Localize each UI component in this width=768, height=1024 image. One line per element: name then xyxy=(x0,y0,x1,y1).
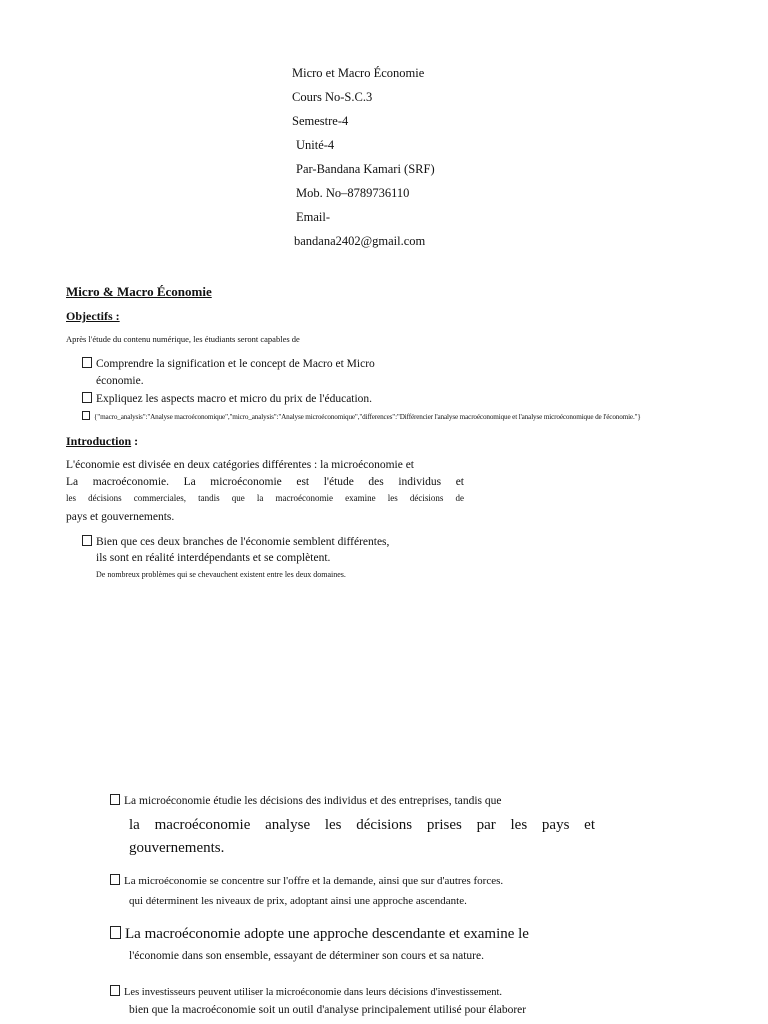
email-address: bandana2402@gmail.com xyxy=(294,234,426,248)
bullet-box-icon xyxy=(82,357,92,368)
semester: Semestre-4 xyxy=(292,114,349,128)
objectives-intro: Après l'étude du contenu numérique, les étudiants seront capables de xyxy=(66,334,300,344)
point-4-cont: bien que la macroéconomie soit un outil d'analyse principalement utilisé pour élaborer xyxy=(129,1004,527,1016)
point-1-cont: gouvernements. xyxy=(129,840,225,856)
objective-item-2 xyxy=(82,392,372,405)
point-3 xyxy=(110,926,529,943)
intro-bullet-text: Bien que ces deux branches de l'économie semblent différentes, xyxy=(96,536,390,548)
objective-text: Expliquez les aspects macro et micro du prix de l'éducation. xyxy=(96,393,373,405)
document-title: Micro et Macro Économie xyxy=(292,66,425,80)
bullet-box-icon xyxy=(110,874,120,885)
objective-text: Comprendre la signification et le concept de Macro et Micro xyxy=(96,358,375,370)
mobile-number: Mob. No–8789736110 xyxy=(296,186,410,200)
intro-paragraph-line: les décisions commerciales, tandis que la macroéconomie examine les décisions de xyxy=(66,493,464,503)
bullet-box-icon xyxy=(82,535,92,546)
point-4 xyxy=(110,985,502,998)
bullet-box-icon xyxy=(110,926,121,939)
objective-item-1-cont: économie. xyxy=(96,375,144,387)
introduction-heading-colon: : xyxy=(131,434,139,448)
point-2 xyxy=(110,874,503,887)
introduction-heading xyxy=(66,434,138,449)
point-3-cont: l'économie dans son ensemble, essayant de déterminer son cours et sa nature. xyxy=(129,950,484,962)
intro-paragraph-line: pays et gouvernements. xyxy=(66,511,175,523)
intro-bullet xyxy=(82,535,389,548)
point-2-cont: qui déterminent les niveaux de prix, adoptant ainsi une approche ascendante. xyxy=(129,895,467,907)
bullet-box-icon xyxy=(82,411,90,420)
intro-paragraph-line: L'économie est divisée en deux catégories différentes : la microéconomie et xyxy=(66,459,414,471)
objective-item-3 xyxy=(82,411,641,421)
author: Par-Bandana Kamari (SRF) xyxy=(296,162,435,176)
point-text: La macroéconomie adopte une approche descendante et examine le xyxy=(125,926,529,942)
point-text: La microéconomie se concentre sur l'offre et la demande, ainsi que sur d'autres forces. xyxy=(124,875,504,887)
unit: Unité-4 xyxy=(296,138,335,152)
section-title: Micro & Macro Économie xyxy=(66,284,212,299)
objective-text: {"macro_analysis":"Analyse macroéconomique","micro_analysis":"Analyse microéconomique","differences":"Différencier l'analyse macroéconomique et l'analyse microéconomique de l'économie."} xyxy=(94,413,641,421)
intro-bullet-cont: De nombreux problèmes qui se chevauchent existent entre les deux domaines. xyxy=(96,570,346,579)
objectives-heading: Objectifs : xyxy=(66,309,120,323)
bullet-box-icon xyxy=(82,392,92,403)
intro-paragraph-line: La macroéconomie. La microéconomie est l'étude des individus et xyxy=(66,476,464,488)
intro-bullet-cont: ils sont en réalité interdépendants et se complètent. xyxy=(96,552,331,564)
point-text: La microéconomie étudie les décisions des individus et des entreprises, tandis que xyxy=(124,795,502,807)
point-1 xyxy=(110,794,501,807)
objective-item-1 xyxy=(82,357,375,370)
point-1-cont: la macroéconomie analyse les décisions prises par les pays et xyxy=(129,817,595,833)
bullet-box-icon xyxy=(110,794,120,805)
bullet-box-icon xyxy=(110,985,120,996)
email-label: Email- xyxy=(296,210,331,224)
point-text: Les investisseurs peuvent utiliser la microéconomie dans leurs décisions d'investissement. xyxy=(124,987,503,998)
course-number: Cours No-S.C.3 xyxy=(292,90,373,104)
introduction-heading-text: Introduction xyxy=(66,434,132,448)
